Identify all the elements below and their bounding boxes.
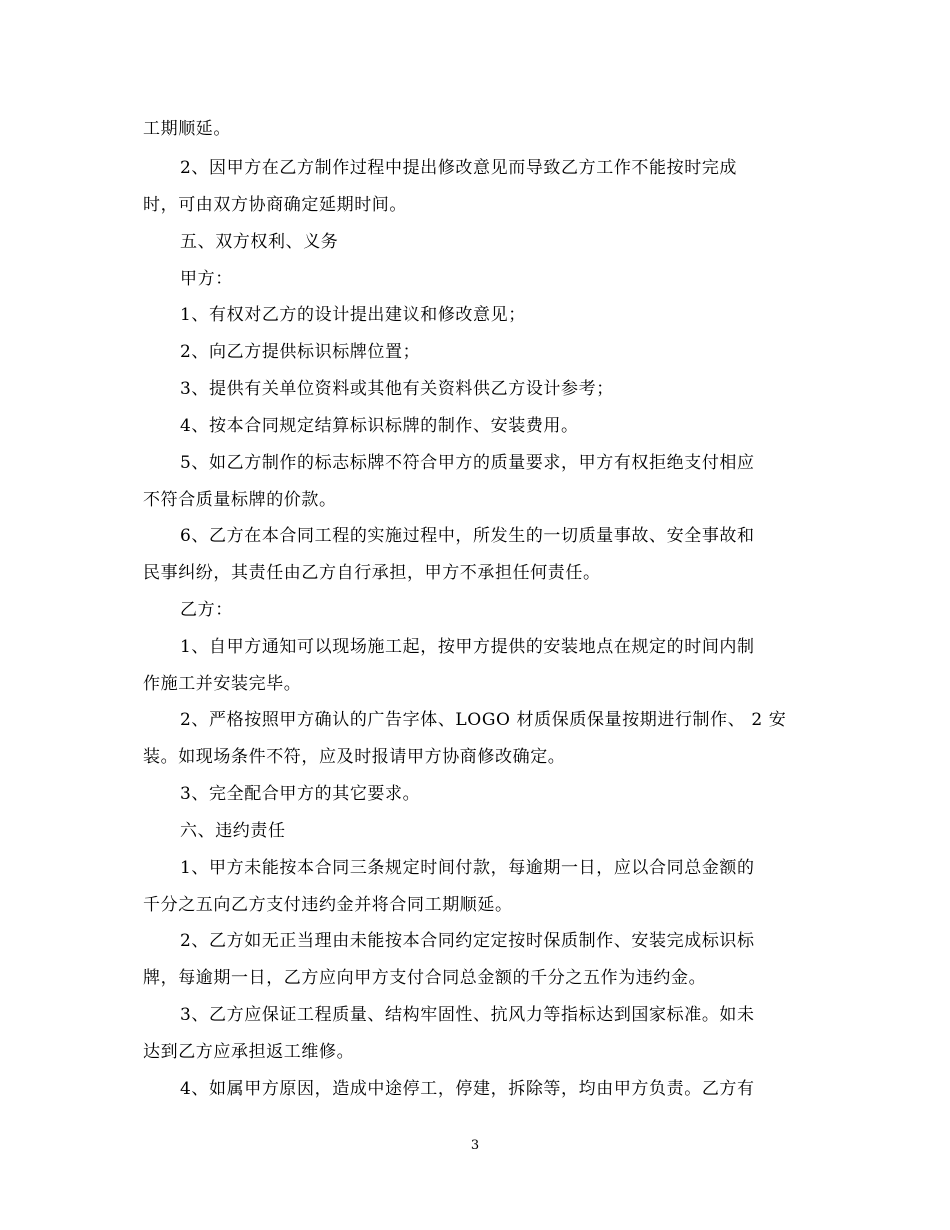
paragraph-line: 4、如属甲方原因，造成中途停工，停建，拆除等，均由甲方负责。乙方有 xyxy=(180,1079,755,1099)
paragraph-line: 2、乙方如无正当理由未能按本合同约定定按时保质制作、安装完成标识标 xyxy=(180,931,755,951)
paragraph-line: 千分之五向乙方支付违约金并将合同工期顺延。 xyxy=(143,895,513,915)
party-heading: 甲方： xyxy=(180,269,233,289)
paragraph-line: 达到乙方应承担返工维修。 xyxy=(143,1042,355,1062)
party-heading: 乙方： xyxy=(180,600,233,620)
paragraph-line: 6、乙方在本合同工程的实施过程中，所发生的一切质量事故、安全事故和 xyxy=(180,526,755,546)
paragraph-line: 5、如乙方制作的标志标牌不符合甲方的质量要求，甲方有权拒绝支付相应 xyxy=(180,453,755,473)
paragraph-line: 装。如现场条件不符，应及时报请甲方协商修改确定。 xyxy=(143,747,566,767)
paragraph-line: 1、自甲方通知可以现场施工起，按甲方提供的安装地点在规定的时间内制 xyxy=(180,637,755,657)
paragraph-line: 3、乙方应保证工程质量、结构牢固性、抗风力等指标达到国家标准。如未 xyxy=(180,1005,755,1025)
section-heading: 六、违约责任 xyxy=(180,821,286,841)
paragraph-line: 1、有权对乙方的设计提出建议和修改意见； xyxy=(180,305,526,325)
section-heading: 五、双方权利、义务 xyxy=(180,232,339,252)
paragraph-line: 1、甲方未能按本合同三条规定时间付款，每逾期一日，应以合同总金额的 xyxy=(180,858,755,878)
paragraph-line: 牌，每逾期一日，乙方应向甲方支付合同总金额的千分之五作为违约金。 xyxy=(143,968,707,988)
paragraph-line: 工期顺延。 xyxy=(143,119,231,139)
paragraph-line: 民事纠纷，其责任由乙方自行承担，甲方不承担任何责任。 xyxy=(143,563,601,583)
paragraph-line: 2、因甲方在乙方制作过程中提出修改意见而导致乙方工作不能按时完成 xyxy=(180,158,738,178)
paragraph-line: 3、完全配合甲方的其它要求。 xyxy=(180,784,421,804)
paragraph-line: 不符合质量标牌的价款。 xyxy=(143,490,337,510)
paragraph-line: 3、提供有关单位资料或其他有关资料供乙方设计参考； xyxy=(180,379,614,399)
paragraph-line: 2、严格按照甲方确认的广告字体、LOGO 材质保质保量按期进行制作、 2 安 xyxy=(180,710,787,730)
paragraph-line: 4、按本合同规定结算标识标牌的制作、安装费用。 xyxy=(180,416,579,436)
page-number: 3 xyxy=(470,1138,480,1153)
paragraph-line: 2、向乙方提供标识标牌位置； xyxy=(180,342,421,362)
paragraph-line: 时，可由双方协商确定延期时间。 xyxy=(143,195,407,215)
paragraph-line: 作施工并安装完毕。 xyxy=(143,674,302,694)
